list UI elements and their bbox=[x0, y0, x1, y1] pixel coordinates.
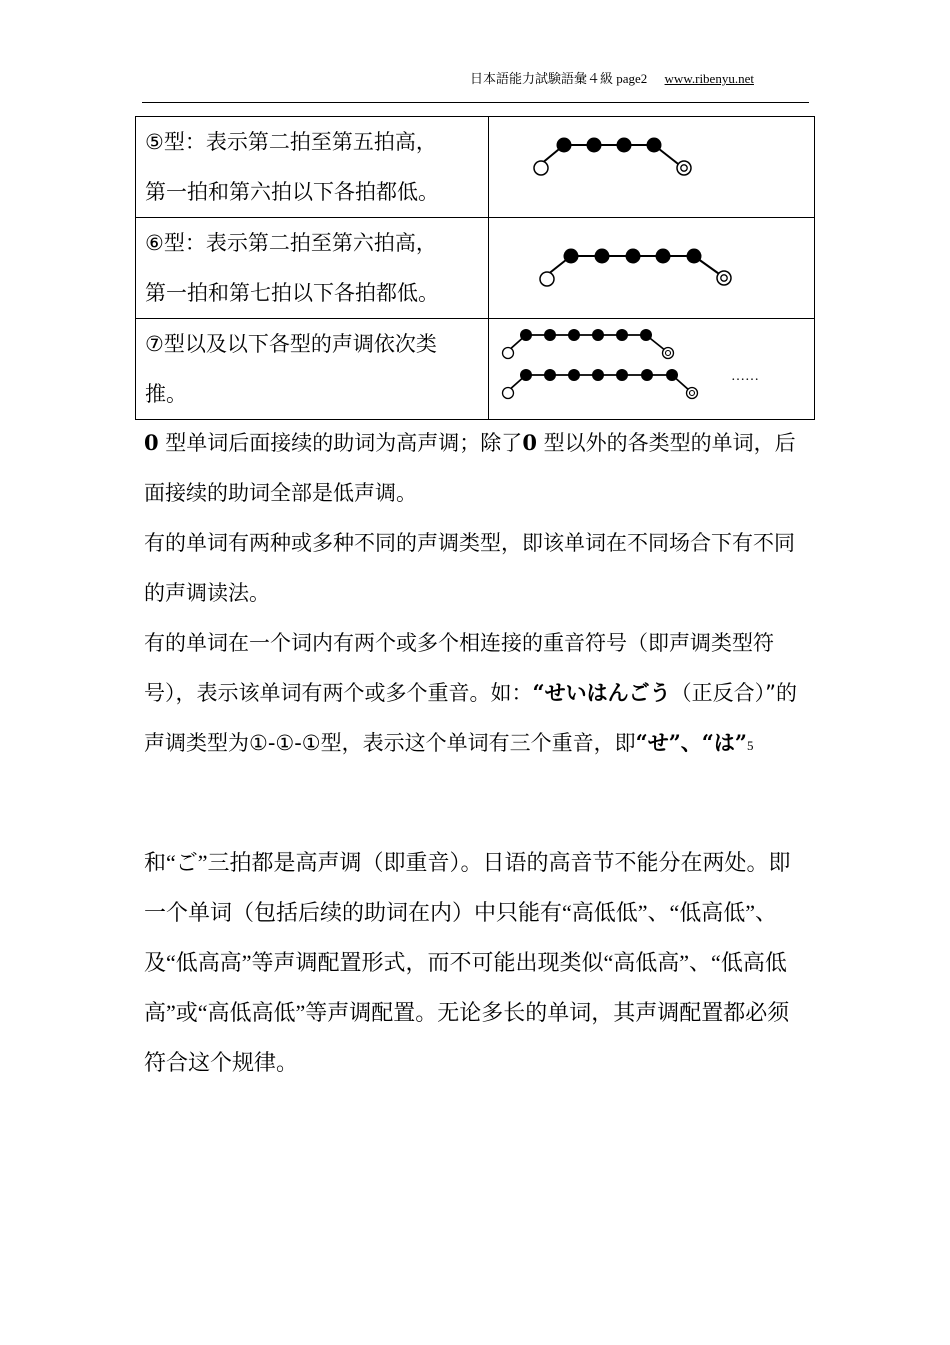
paragraph: 和“ご”三拍都是高声调（即重音）。日语的高音节不能分在两处。即一个单词（包括后续的助词在内）中只能有“高低低”、“低高低”、及“低高高”等声调配置形式，而不可能出现类似“高低高”、“低高低高”或“高低高低”等声调配置。无论多长的单词，其声调配置都必须符合这个规律。 bbox=[144, 850, 791, 1075]
accent-diagram-cell bbox=[489, 319, 815, 420]
text-span: 型单词后面接续的助词为高声调；除了 bbox=[158, 431, 523, 455]
body-text-block-2 bbox=[144, 838, 810, 1088]
number-zero: 0 bbox=[522, 430, 537, 455]
type6-accent-diagram bbox=[489, 218, 814, 318]
accent-diagram-cell bbox=[489, 218, 815, 319]
text-span: 有的单词在一个词内有两个或多个相连接的重音符号（即声调类型符号），表示该单词有两个或多个重音。如： bbox=[144, 631, 774, 705]
header-title: 日本語能力試験語彙４級 page2 bbox=[470, 71, 648, 86]
body-text-block bbox=[144, 418, 810, 771]
accent-type-table bbox=[135, 116, 815, 420]
page-header bbox=[470, 68, 810, 87]
number-zero: 0 bbox=[144, 430, 159, 455]
desc-line: ⑤型：表示第二拍至第五拍高， bbox=[145, 130, 437, 154]
desc-line: 第一拍和第六拍以下各拍都低。 bbox=[145, 180, 439, 204]
accent-desc-cell bbox=[136, 218, 489, 319]
text-span: （正反合）”的声调类型为①-①-①型，表示这个单词有三个重音，即 bbox=[144, 681, 797, 755]
type7-accent-diagrams bbox=[489, 319, 814, 417]
paragraph: 有的单词有两种或多种不同的声调类型，即该单词在不同场合下有不同的声调读法。 bbox=[144, 531, 795, 605]
table-row bbox=[136, 319, 815, 420]
example-word: “せいはんごう bbox=[532, 680, 671, 705]
example-kana: “せ”、“は” bbox=[635, 730, 747, 755]
header-url-link[interactable]: www.ribenyu.net bbox=[664, 71, 754, 86]
footnote-mark: 5 bbox=[746, 738, 754, 753]
desc-line: ⑦型以及以下各型的声调依次类 bbox=[145, 332, 437, 356]
accent-desc-cell bbox=[136, 319, 489, 420]
table-row bbox=[136, 117, 815, 218]
type5-accent-diagram bbox=[489, 117, 814, 215]
accent-diagram-cell bbox=[489, 117, 815, 218]
ellipsis-text: …… bbox=[731, 369, 759, 384]
header-rule bbox=[142, 102, 809, 103]
table-row bbox=[136, 218, 815, 319]
desc-line: 推。 bbox=[145, 382, 187, 406]
desc-line: ⑥型：表示第二拍至第六拍高， bbox=[145, 231, 437, 255]
accent-desc-cell bbox=[136, 117, 489, 218]
paragraph bbox=[144, 618, 810, 771]
paragraph bbox=[144, 418, 810, 518]
desc-line: 第一拍和第七拍以下各拍都低。 bbox=[145, 281, 439, 305]
text-span: 型以外的各类型的单词，后面接续的助词全部是低声调。 bbox=[144, 431, 796, 505]
